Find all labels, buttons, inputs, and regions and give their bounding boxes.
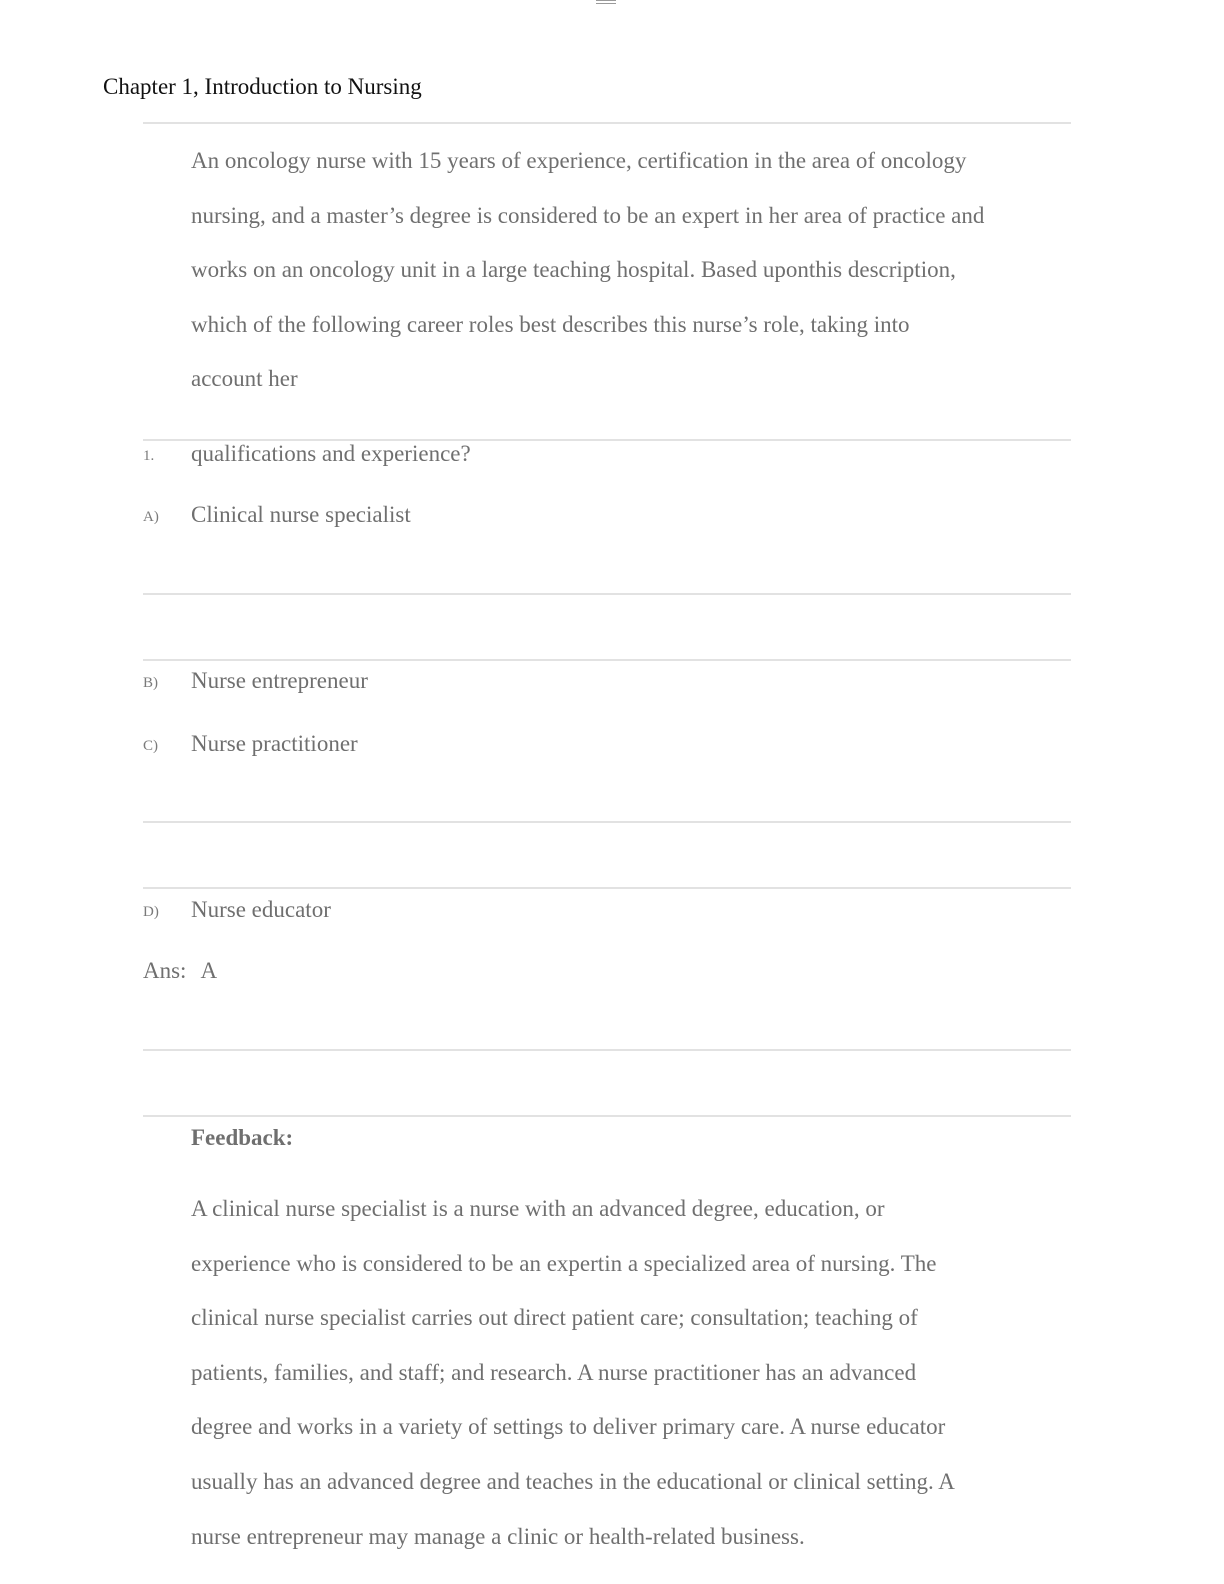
- feedback-line: experience who is considered to be an expertin a specialized area of nursing. The: [191, 1250, 937, 1276]
- question-number-row: [143, 441, 1071, 473]
- feedback-line: degree and works in a variety of settings to deliver primary care. A nurse educator: [191, 1414, 946, 1440]
- feedback-heading: Feedback:: [191, 1125, 294, 1150]
- question-stem: [191, 134, 1071, 407]
- question-stem-line: An oncology nurse with 15 years of experience, certification in the area of oncology: [191, 148, 967, 173]
- feedback-line: usually has an advanced degree and teaches in the educational or clinical setting. A: [191, 1468, 955, 1494]
- option-text: Clinical nurse specialist: [191, 502, 411, 527]
- divider: [143, 887, 1071, 889]
- option-marker: A): [143, 509, 159, 525]
- divider: [143, 659, 1071, 661]
- option-marker: C): [143, 738, 158, 754]
- feedback-body: [191, 1182, 1091, 1564]
- divider: [143, 122, 1071, 124]
- option-marker: D): [143, 904, 159, 920]
- option-c: [143, 731, 1071, 763]
- feedback-line: clinical nurse specialist carries out direct patient care; consultation; teaching of: [191, 1305, 918, 1331]
- divider: [143, 1049, 1071, 1051]
- option-d: [143, 897, 1071, 929]
- answer-value: A: [200, 958, 218, 983]
- option-b: [143, 668, 1071, 700]
- feedback-line: patients, families, and staff; and research. A nurse practitioner has an advanced: [191, 1359, 917, 1385]
- question-stem-line: works on an oncology unit in a large teaching hospital. Based uponthis description,: [191, 257, 956, 283]
- feedback-line: A clinical nurse specialist is a nurse with an advanced degree, education, or: [191, 1196, 885, 1221]
- option-marker: B): [143, 675, 158, 691]
- answer-label: Ans:: [143, 958, 187, 983]
- question-stem-line: which of the following career roles best describes this nurse’s role, taking into: [191, 311, 910, 337]
- page-header-mark: [596, 0, 616, 4]
- divider: [143, 1115, 1071, 1117]
- question-stem-line: account her: [191, 366, 298, 392]
- divider: [143, 593, 1071, 595]
- option-text: Nurse educator: [191, 897, 331, 922]
- option-text: Nurse entrepreneur: [191, 668, 368, 693]
- question-stem-end: qualifications and experience?: [191, 441, 471, 466]
- option-a: [143, 502, 1071, 534]
- divider: [143, 821, 1071, 823]
- question-number: 1.: [143, 448, 155, 464]
- answer-line: [143, 958, 217, 984]
- chapter-title: Chapter 1, Introduction to Nursing: [103, 74, 422, 99]
- question-stem-line: nursing, and a master’s degree is considered to be an expert in her area of practice and: [191, 202, 985, 228]
- feedback-line: nurse entrepreneur may manage a clinic or health-related business.: [191, 1523, 805, 1549]
- option-text: Nurse practitioner: [191, 731, 358, 756]
